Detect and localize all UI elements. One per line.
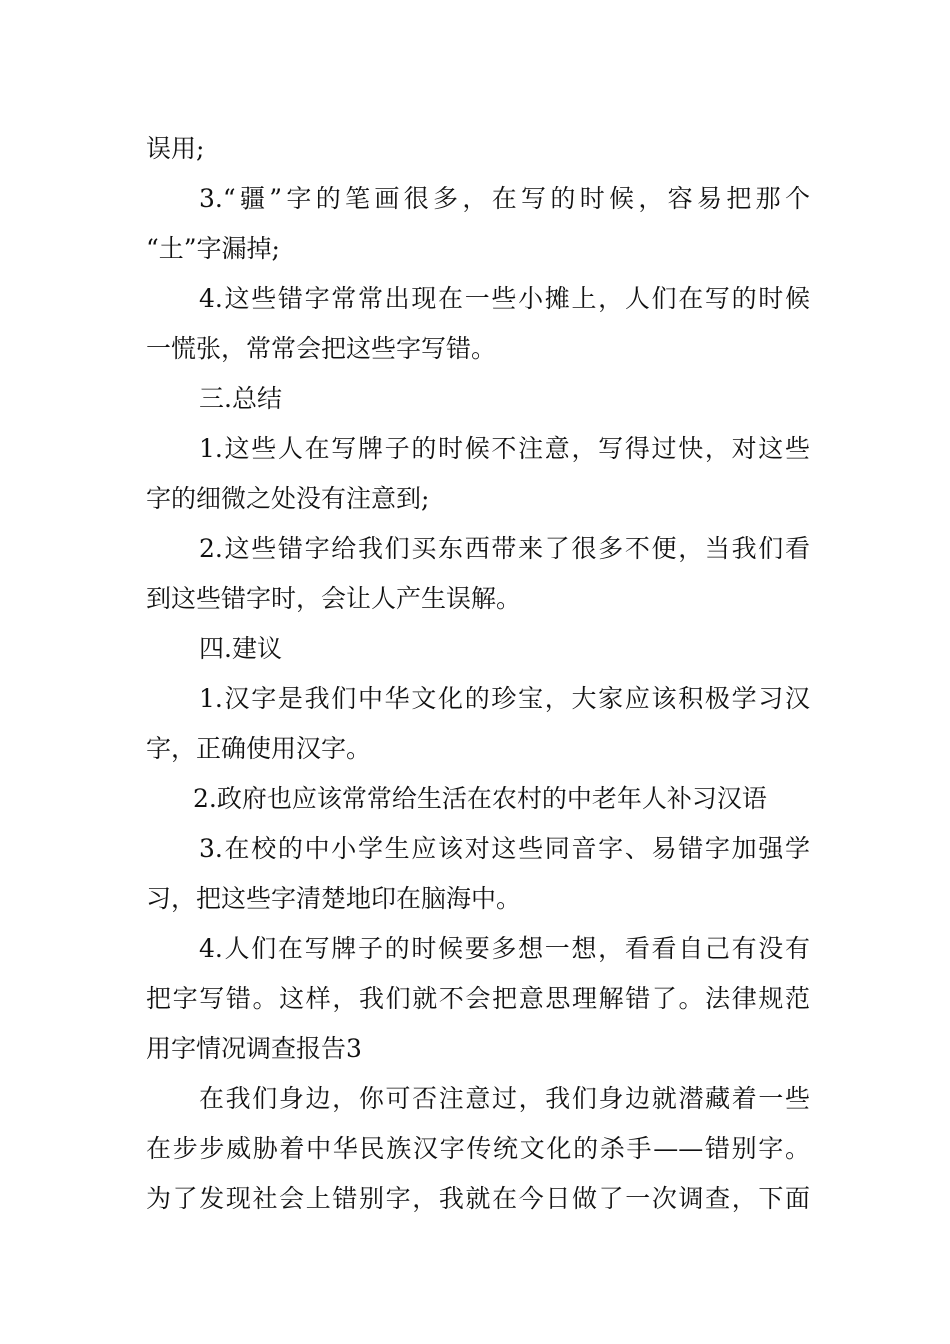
text-line: 为了发现社会上错别字，我就在今日做了一次调查，下面 (146, 1184, 810, 1213)
section-heading: 三.总结 (199, 384, 282, 413)
text-line: 在步步威胁着中华民族汉字传统文化的杀手——错别字。 (146, 1134, 810, 1163)
text-line: 在我们身边，你可否注意过，我们身边就潜藏着一些 (199, 1084, 810, 1113)
text-line: 误用; (146, 134, 205, 163)
text-line: 1.这些人在写牌子的时候不注意，写得过快，对这些 (199, 434, 810, 463)
text-line: 2.政府也应该常常给生活在农村的中老年人补习汉语 (193, 784, 767, 813)
text-line: 字的细微之处没有注意到; (146, 484, 430, 513)
text-line: 一慌张，常常会把这些字写错。 (146, 334, 497, 363)
text-line: “土”字漏掉; (146, 234, 280, 263)
text-line: 4.这些错字常常出现在一些小摊上，人们在写的时候 (199, 284, 810, 313)
text-line: 3.“疆”字的笔画很多，在写的时候，容易把那个 (199, 184, 810, 213)
text-line: 习，把这些字清楚地印在脑海中。 (146, 884, 522, 913)
text-line: 4.人们在写牌子的时候要多想一想，看看自己有没有 (199, 934, 810, 963)
text-line: 字，正确使用汉字。 (146, 734, 372, 763)
text-line: 用字情况调查报告3 (146, 1034, 362, 1063)
text-line: 把字写错。这样，我们就不会把意思理解错了。法律规范 (146, 984, 810, 1013)
text-line: 3.在校的中小学生应该对这些同音字、易错字加强学 (199, 834, 810, 863)
text-line: 到这些错字时，会让人产生误解。 (146, 584, 522, 613)
text-line: 1.汉字是我们中华文化的珍宝，大家应该积极学习汉 (199, 684, 810, 713)
text-line: 2.这些错字给我们买东西带来了很多不便，当我们看 (199, 534, 810, 563)
section-heading: 四.建议 (199, 634, 282, 663)
